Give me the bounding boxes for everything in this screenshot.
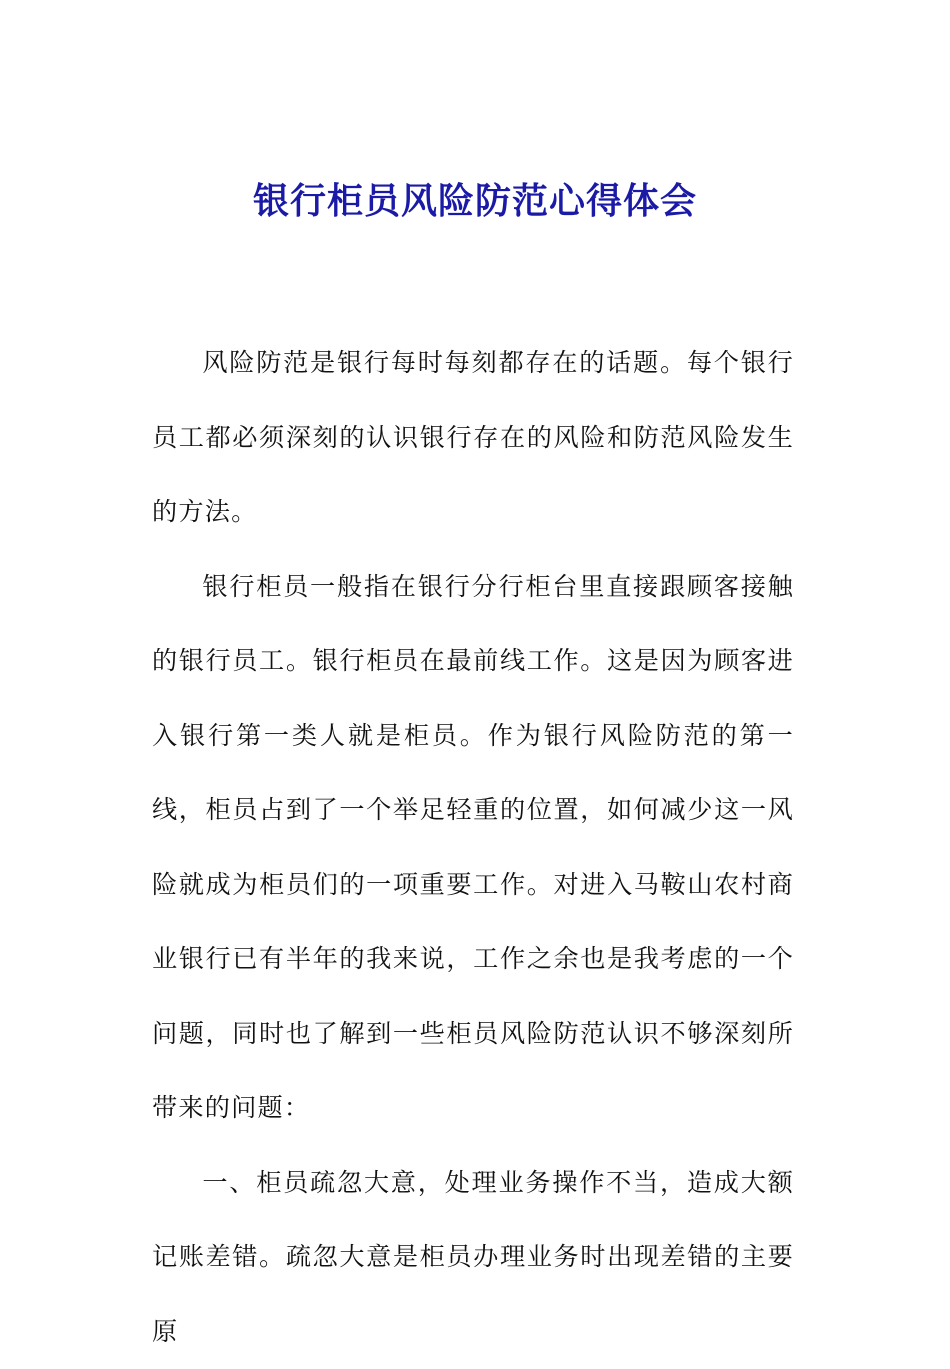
document-title: 银行柜员风险防范心得体会: [0, 176, 950, 228]
paragraph-teller-role: 银行柜员一般指在银行分行柜台里直接跟顾客接触的银行员工。银行柜员在最前线工作。这是因为顾客进入银行第一类人就是柜员。作为银行风险防范的第一线，柜员占到了一个举足轻重的位置，如何减少这一风险就成为柜员们的一项重要工作。对进入马鞍山农村商业银行已有半年的我来说，工作之余也是我考虑的一个问题，同时也了解到一些柜员风险防范认识不够深刻所带来的问题：: [152, 550, 794, 1146]
document-body: [152, 326, 794, 1369]
paragraph-risk-prevention: 风险防范是银行每时每刻都存在的话题。每个银行员工都必须深刻的认识银行存在的风险和防范风险发生的方法。: [152, 326, 794, 550]
paragraph-point-one: 一、柜员疏忽大意，处理业务操作不当，造成大额记账差错。疏忽大意是柜员办理业务时出现差错的主要原: [152, 1146, 794, 1369]
